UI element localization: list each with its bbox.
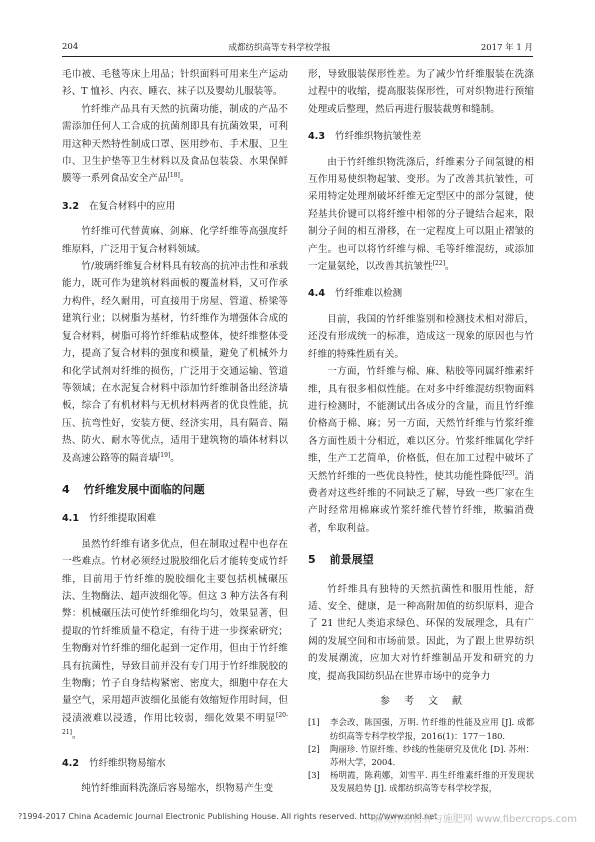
reference-item: [2] 陶丽珍. 竹原纤维、纱线的性能研究及优化 [D]. 苏州：苏州大学，2004. [308,743,534,768]
running-header [62,40,533,54]
paragraph: 目前，我国的竹纤维鉴别和检测技术相对滞后，还没有形成统一的标准，造成这一现象的原因也与竹纤维的特殊性质有关。 [308,313,534,360]
citation: [20-21] [62,711,288,737]
paragraph: 由于竹纤维织物洗涤后，纤维素分子间氢键的相互作用易使织物起皱、变形。为了改善其抗皱性，可采用特定处理剂破坏纤维无定型区中的部分氢键，使羟基共价键可以将纤维中相邻的分子键结合起来，限制分子间的相互滑移，在一定程度上可以阻止褶皱的产生。也可以将竹纤维与棉、毛等纤维混纺，或添加一定量氨纶，以改善其抗皱性[22]。 [308,156,534,273]
section-heading: 4 竹纤维发展中面临的问题 [62,482,205,496]
paragraph: 一方面，竹纤维与棉、麻、粘胶等同属纤维素纤维，具有很多相似性能。在对多中纤维混纺织物面料进行检测时，不能测试出各成分的含量，而且竹纤维价格高于棉、麻；另一方面，天然竹纤维与竹浆纤维各方面性质十分相近，难以区分。竹浆纤维属化学纤维，生产工艺简单，价格低，但在加工过程中破坏了天然竹纤维的一些优良特性，使其功能性降低[23]。消费者对这些纤维的不同缺乏了解，导致一些厂家在生产时经常用棉麻或竹浆纤维代替竹纤维，欺骗消费者，牟取利益。 [308,366,535,534]
left-column [62,66,288,797]
section-heading: 5 前景展望 [308,553,374,567]
citation: [23] [502,469,515,477]
issue-date: 2017 年 1 月 [480,43,533,53]
paragraph: 毛巾被、毛毯等床上用品；针织面料可用来生产运动衫、T 恤衫、内衣、睡衣、袜子以及婴幼儿服装等。 [62,69,288,98]
subsection-heading: 3.2 在复合材料中的应用 [62,200,176,212]
paragraph: 竹纤维具有独特的天然抗菌性和服用性能，舒适、安全、健康，是一种高附加值的纺织原料，迎合了 21 世纪人类追求绿色、环保的发展理念，具有广阔的发展空间和市场前景。因此，为了跟上世界纺织的发展潮流，应加大对竹纤维制品开发和研究的力度，提高我国纺织品在世界市场中的竞争力 [308,583,534,682]
copyright-notice: ?1994-2017 China Academic Journal Electronic Publishing House. All rights reserved. http://www.cnki.net [18,812,438,821]
paragraph: 虽然竹纤维有诸多优点，但在制取过程中也存在一些难点。竹材必须经过脱胶细化后才能转变成竹纤维，目前用于竹纤维的脱胶细化主要包括机械碾压法、生物酶法、超声波细化等。但这 3 种方法各有利弊：机械碾压法可使竹纤维细化均匀，效果显著，但提取的竹纤维质量不稳定，有待于进一步探索研究；生物酶对竹纤维的细化起到一定作用，但由于竹纤维具有抗菌性，导致目前并没有专门用于竹纤维脱胶的生物酶；竹子自身结构紧密、密度大，细胞中存在大量空气，采用超声波细化虽能有效缩短作用时间，但浸渍液难以浸透，作用比较弱，细化效果不明显[20-21]。 [62,538,288,742]
reference-item: [1] 李会改，陈国强，万明. 竹纤维的性能及应用 [J]. 成都纺织高等专科学校学报，2016(1)：177－180. [308,717,534,741]
subsection-heading: 4.2 竹纤维织物易缩水 [62,757,166,769]
journal-title: 成都纺织高等专科学校学报 [228,43,331,53]
page-footer [0,812,595,826]
references-title: 参考文献 [380,696,476,707]
page-number: 204 [62,42,79,52]
paragraph: 纯竹纤维面料洗涤后容易缩水，织物易产生变 [81,783,274,795]
paragraph: 竹纤维产品具有天然的抗菌功能，制成的产品不需添加任何人工合成的抗菌剂即具有抗菌效果，可利用这种天然特性制成口罩、医用纱布、手术服、卫生巾、卫生护垫等卫生材料以及食品包装袋、水果保鲜膜等一系列食品安全产品[18]。 [62,103,288,185]
citation: [19] [157,451,171,459]
paragraph: 竹纤维可代替黄麻、剑麻、化学纤维等高强度纤维原料，广泛用于复合材料领域。 [62,226,288,255]
reference-item: [3] 杨明霞，陈莉娜，刘雪平. 再生纤维素纤维的开发现状及发展趋势 [J]. 成都纺织高等专科学校学报， [308,770,534,794]
paragraph: 形，导致服装保形性差。为了减少竹纤维服装在洗涤过程中的收缩，提高服装保形性，可对织物进行预缩处理或后整理，然后再进行服装裁剪和缝制。 [308,69,534,115]
subsection-heading: 4.1 竹纤维提取困难 [62,513,157,525]
citation: [22] [432,259,446,267]
citation: [18] [167,172,180,180]
subsection-heading: 4.3 竹纤维织物抗皱性差 [308,131,422,143]
header-rule [62,56,533,57]
paragraph: 竹/玻璃纤维复合材料具有较高的抗冲击性和承载能力，既可作为建筑材料面板的覆盖材料，又可作承力构件，经久耐用，可直接用于房屋、管道、桥梁等建筑行业；以树脂为基材，竹纤维作为增强体合成的复合材料，树脂可将竹纤维粘成整体，使纤维整体受力，提高了复合材料的强度和模量，避免了机械外力和化学试剂对纤维的损伤，广泛用于交通运输、管道等领域；在水泥复合材料中添加竹纤维制备出经济墙板，综合了有机材料与无机材料两者的优良性能，抗压、抗弯性好，安装方便、经济实用，具有隔音、隔热、防火、耐水等优点，适用于建筑物的墙体材料以及高速公路等的隔音墙[19]。 [62,261,288,464]
subsection-heading: 4.4 竹纤维难以检测 [308,288,403,300]
right-column [308,66,534,796]
watermark: 麻类作物营养与施肥网 www.fibercrops.com [372,814,577,825]
